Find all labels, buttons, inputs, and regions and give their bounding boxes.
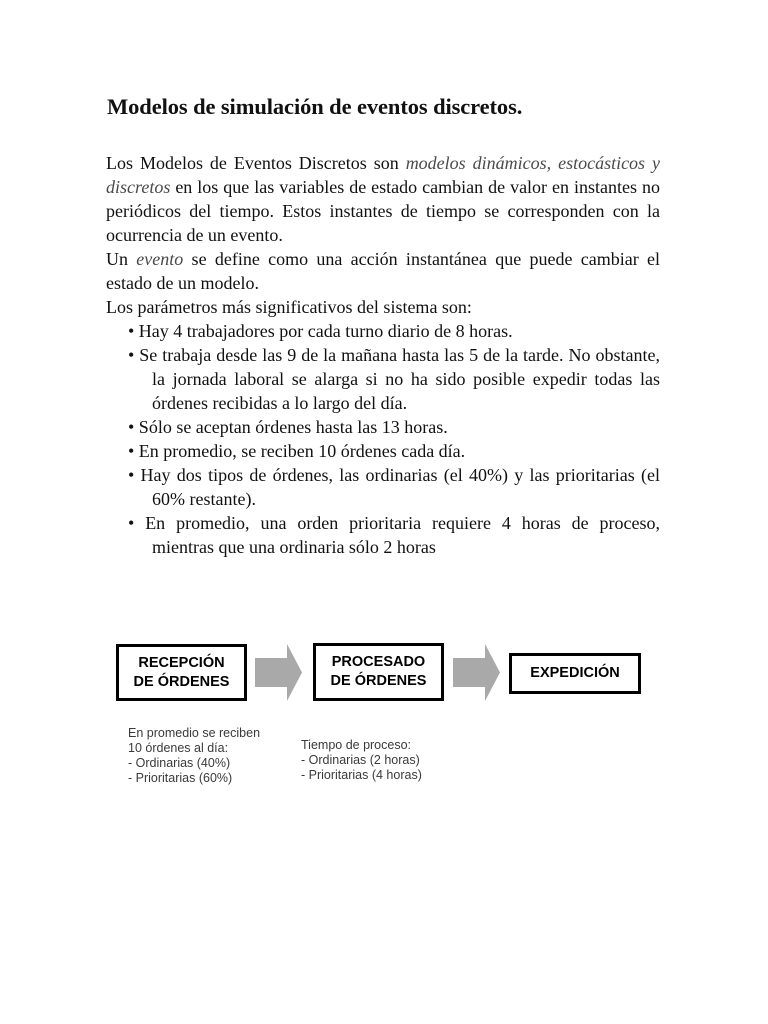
parameters-intro: Los parámetros más significativos del sistema son: [106,297,472,317]
emphasized-term: modelos dinámicos, estocásticos y discretos [106,153,661,197]
list-item: • Hay 4 trabajadores por cada turno diario de 8 horas. [128,321,513,341]
intro-paragraph: Los Modelos de Eventos Discretos son modelos dinámicos, estocásticos y discretos en los que las variables de estado cambian de valor en instantes no periódicos del tiempo. Estos instantes de tiempo se corresponden con la ocurrencia de un evento. [106,153,661,245]
body-text [106,151,660,559]
list-item: • En promedio, una orden prioritaria requiere 4 horas de proceso, mientras que una ordinaria sólo 2 horas [128,513,660,557]
emphasized-term: evento [136,249,184,269]
parameters-list [106,319,660,559]
list-item: • Hay dos tipos de órdenes, las ordinarias (el 40%) y las prioritarias (el 60% restante). [128,465,660,509]
process-note: Tiempo de proceso: - Ordinarias (2 horas) - Prioritarias (4 horas) [301,738,422,782]
list-item: • Sólo se aceptan órdenes hasta las 13 horas. [128,417,448,437]
flow-arrow-icon [255,644,303,701]
reception-note: En promedio se reciben 10 órdenes al día: - Ordinarias (40%) - Prioritarias (60%) [128,726,261,785]
list-item: • Se trabaja desde las 9 de la mañana hasta las 5 de la tarde. No obstante, la jornada laboral se alarga si no ha sido posible expedir todas las órdenes recibidas a lo largo del día. [128,345,660,413]
stage-reception-box: RECEPCIÓN DE ÓRDENES [116,644,247,701]
arrow-shape [255,644,302,701]
arrow-shape [453,644,500,701]
page-title: Modelos de simulación de eventos discretos. [107,94,523,119]
event-definition-paragraph: Un evento se define como una acción instantánea que puede cambiar el estado de un modelo. [106,249,660,293]
flow-arrow-icon [453,644,501,701]
stage-dispatch-box: EXPEDICIÓN [509,653,641,694]
stage-processing-box: PROCESADO DE ÓRDENES [313,643,444,701]
list-item: • En promedio, se reciben 10 órdenes cada día. [128,441,466,461]
